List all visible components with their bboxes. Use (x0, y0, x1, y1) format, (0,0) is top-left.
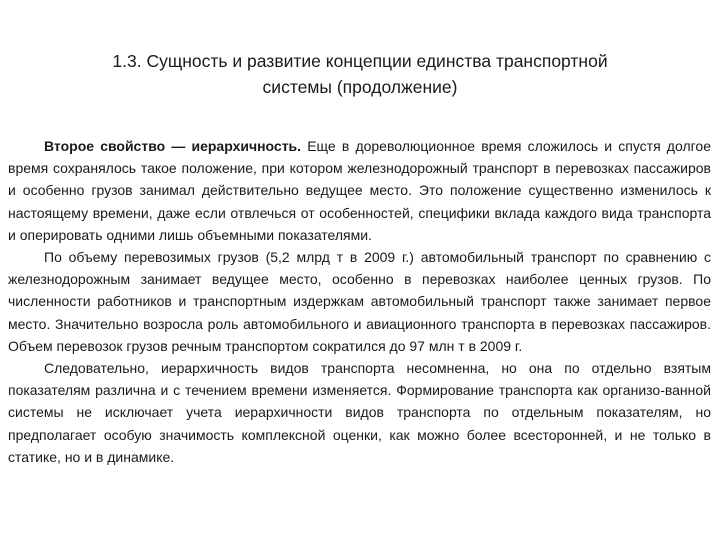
paragraph-2: По объему перевозимых грузов (5,2 млрд т в 2009 г.) автомобильный транспорт по сравнению с железнодорожным занимает ведущее место, особенно в перевозках наиболее ценных грузов. По численности работников и транспортным издержкам автомобильный транспорт также занимает первое место. Значительно возросла роль автомобильного и авиационного транспорта в перевозках пассажиров. Объем перевозок грузов речным транспортом сократился до 97 млн т в 2009 г. (8, 249, 711, 354)
slide-body (8, 135, 711, 468)
slide-title-line-1: 1.3. Сущность и развитие концепции единства транспортной (112, 51, 608, 71)
paragraph-3: Следовательно, иерархичность видов транспорта несомненна, но она по отдельно взятым показателям различна и с течением времени изменяется. Формирование транспорта как организо-ванной системы не исключает учета иерархичности видов транспорта по отдельным показателям, но предполагает особую значимость комплексной оценки, как можно более всесторонней, и не только в статике, но и в динамике. (8, 360, 711, 465)
paragraph-1 (8, 135, 711, 246)
paragraph-1-lead: Второе свойство — иерархичность. (44, 138, 302, 154)
slide-title-line-2: системы (продолжение) (262, 77, 458, 97)
slide-title (40, 48, 680, 100)
paragraph-1-text: Еще в дореволюционное время сложилось и спустя долгое время сохранялось такое положение, при котором железнодорожный транспорт в перевозках пассажиров и особенно грузов занимал действительно ведущее место. Это положение существенно изменилось к настоящему времени, даже если отвлечься от особенностей, специфики вклада каждого вида транспорта и оперировать одними лишь объемными показателями. (8, 138, 711, 243)
